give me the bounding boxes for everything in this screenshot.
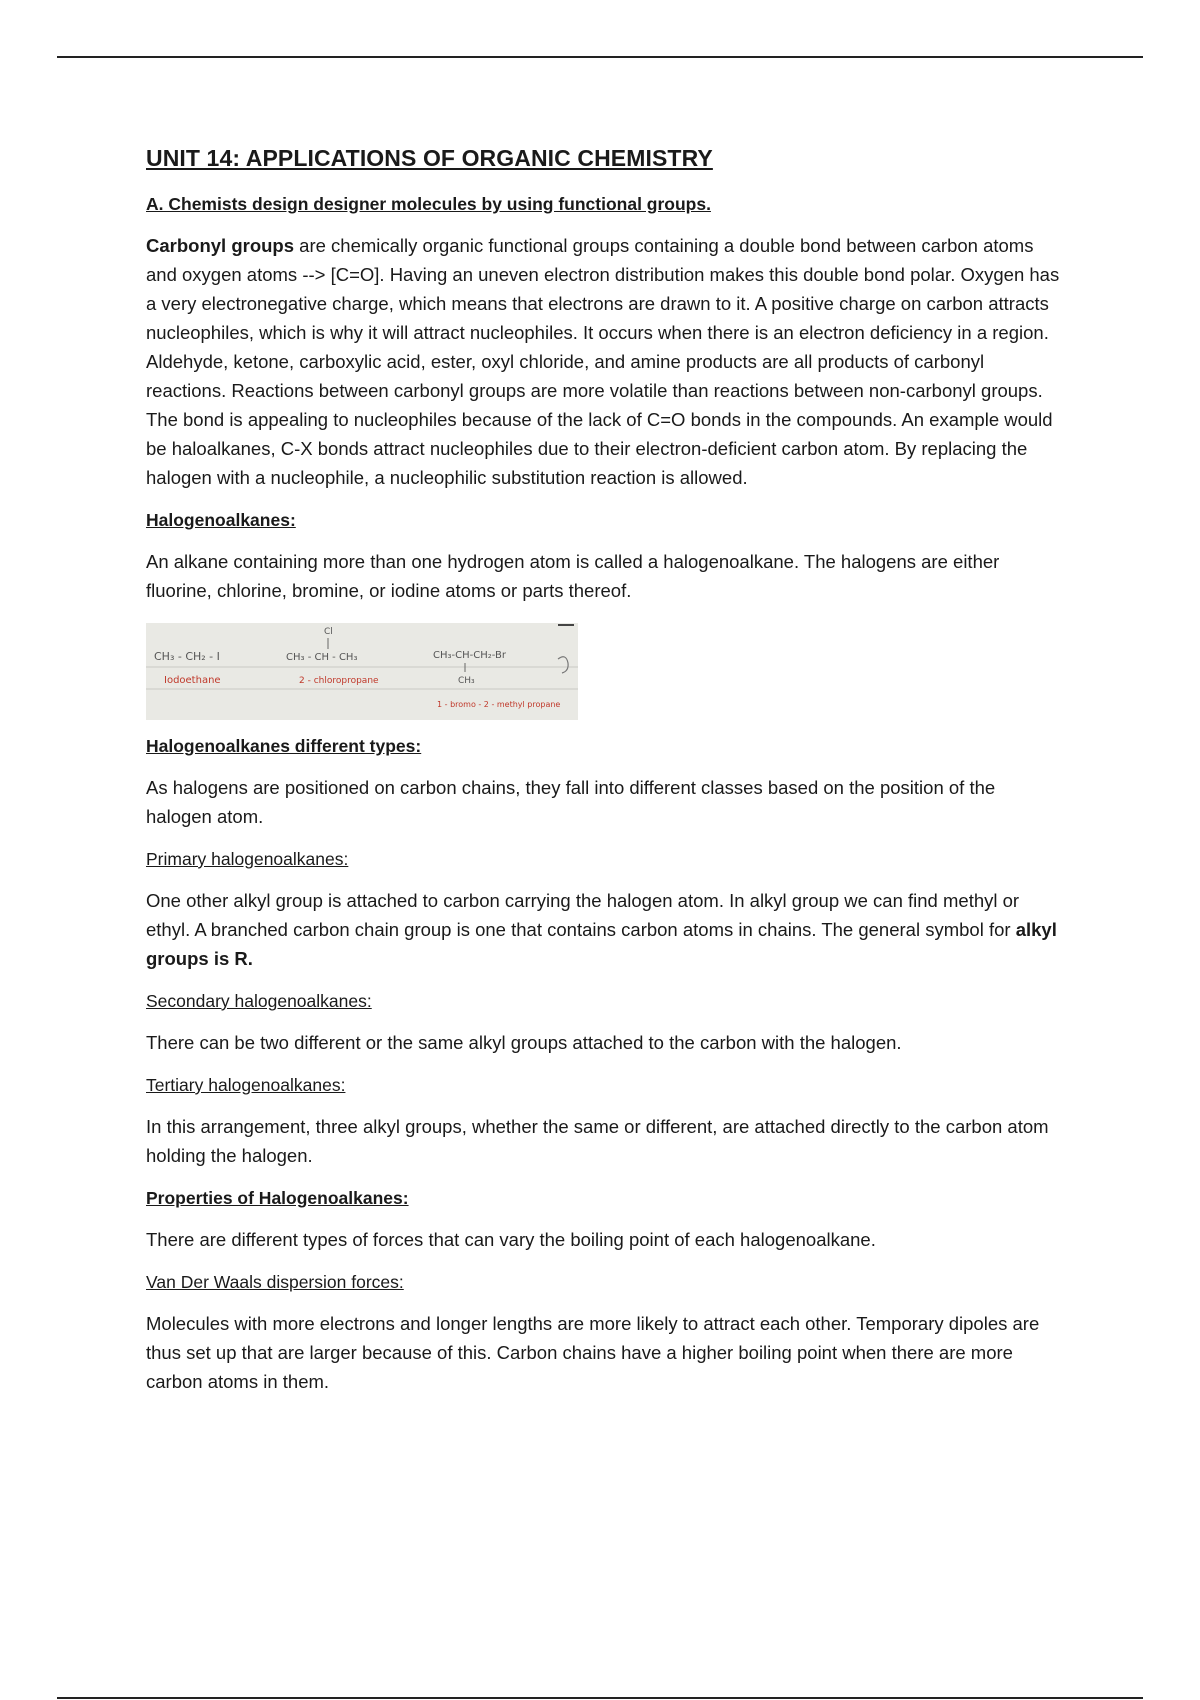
tertiary-heading: Tertiary halogenoalkanes:	[146, 1075, 346, 1095]
name-bromomethylpropane: 1 - bromo - 2 - methyl propane	[437, 700, 561, 709]
types-paragraph: As halogens are positioned on carbon chains, they fall into different classes based on the position of the halogen atom.	[146, 777, 996, 827]
primary-body: One other alkyl group is attached to carbon carrying the halogen atom. In alkyl group we can find methyl or ethyl. A branched carbon chain group is one that contains carbon atoms in chains. The general symbol for	[146, 890, 1020, 940]
document-page	[146, 145, 1066, 1414]
vdw-heading: Van Der Waals dispersion forces:	[146, 1272, 404, 1292]
primary-bold: alkyl groups is R.	[146, 919, 1057, 969]
page-title: UNIT 14: APPLICATIONS OF ORGANIC CHEMISTRY	[146, 145, 713, 171]
carbonyl-lead: Carbonyl groups	[146, 235, 295, 256]
name-iodoethane: Iodoethane	[164, 675, 221, 686]
tertiary-paragraph: In this arrangement, three alkyl groups, whether the same or different, are attached directly to the carbon atom holding the halogen.	[146, 1116, 1049, 1166]
formula-iodoethane: CH₃ - CH₂ - I	[154, 650, 220, 663]
secondary-paragraph: There can be two different or the same alkyl groups attached to the carbon with the halogen.	[146, 1032, 902, 1053]
halogenoalkanes-paragraph: An alkane containing more than one hydrogen atom is called a halogenoalkane. The halogens are either fluorine, chlorine, bromine, or iodine atoms or parts thereof.	[146, 551, 1000, 601]
handwritten-mark	[558, 657, 568, 673]
primary-paragraph	[146, 886, 1066, 973]
chlorine-substituent: Cl	[324, 627, 333, 637]
handwritten-structures-svg	[146, 623, 578, 720]
formula-chloropropane: CH₃ - CH - CH₃	[286, 652, 358, 663]
primary-heading: Primary halogenoalkanes:	[146, 849, 349, 869]
handwritten-structures-image	[146, 623, 578, 720]
name-chloropropane: 2 - chloropropane	[299, 676, 379, 686]
section-a-heading: A. Chemists design designer molecules by using functional groups.	[146, 194, 711, 214]
halogenoalkanes-heading: Halogenoalkanes:	[146, 510, 296, 530]
footer-rule	[57, 1697, 1143, 1699]
header-rule	[57, 56, 1143, 58]
properties-paragraph: There are different types of forces that can vary the boiling point of each halogenoalkane.	[146, 1229, 876, 1250]
vdw-paragraph: Molecules with more electrons and longer lengths are more likely to attract each other. Temporary dipoles are thus set up that are larger because of this. Carbon chains have a higher boiling point when there are more carbon atoms in them.	[146, 1313, 1040, 1392]
secondary-heading: Secondary halogenoalkanes:	[146, 991, 372, 1011]
types-heading: Halogenoalkanes different types:	[146, 736, 422, 756]
methyl-branch: CH₃	[458, 676, 475, 686]
carbonyl-body: are chemically organic functional groups containing a double bond between carbon atoms and oxygen atoms --> [C=O]. Having an uneven electron distribution makes this double bond polar. Oxygen has a very electronegative charge, which means that electrons are drawn to it. A positive charge on carbon attracts nucleophiles, which is why it will attract nucleophiles. It occurs when there is an electron deficiency in a region. Aldehyde, ketone, carboxylic acid, ester, oxyl chloride, and amine products are all products of carbonyl reactions. Reactions between carbonyl groups are more volatile than reactions between non-carbonyl groups. The bond is appealing to nucleophiles because of the lack of C=O bonds in the compounds. An example would be haloalkanes, C-X bonds attract nucleophiles due to their electron-deficient carbon atom. By replacing the halogen with a nucleophile, a nucleophilic substitution reaction is allowed.	[146, 235, 1060, 488]
properties-heading: Properties of Halogenoalkanes:	[146, 1188, 409, 1208]
carbonyl-paragraph	[146, 231, 1066, 492]
formula-bromomethylpropane: CH₃-CH-CH₂-Br	[433, 650, 506, 661]
